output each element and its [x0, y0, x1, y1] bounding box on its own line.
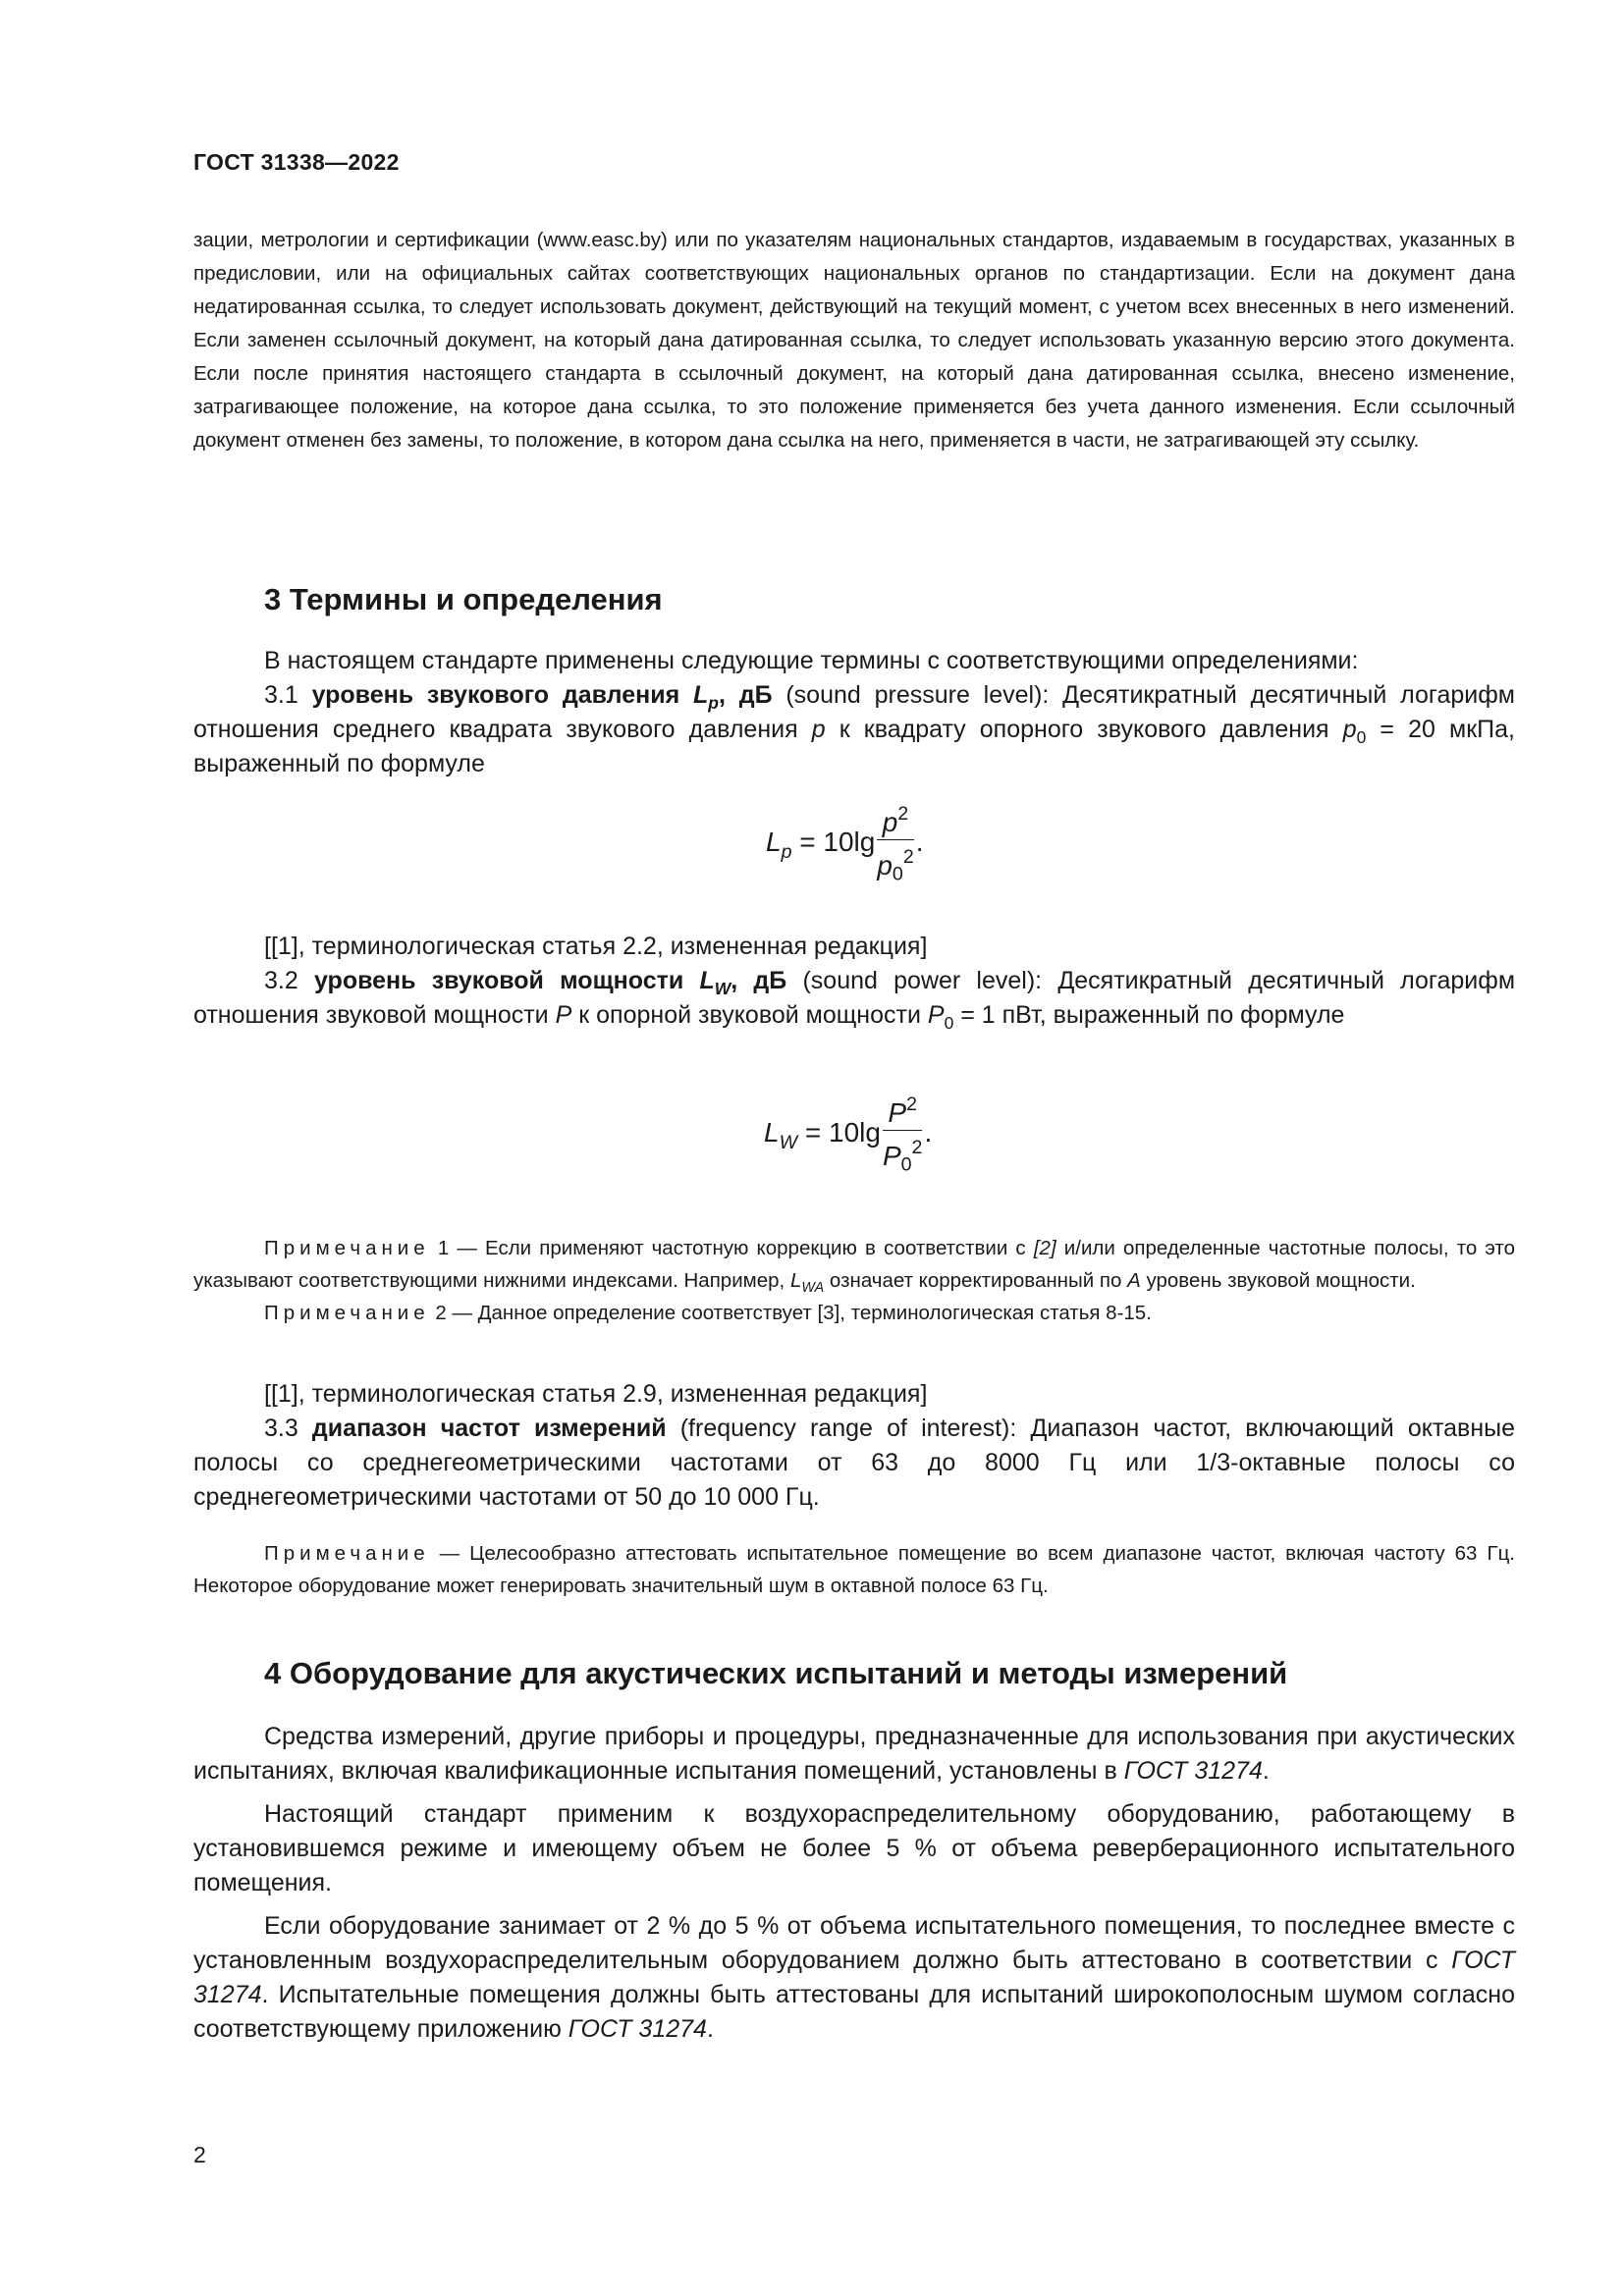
term-3-3-note-text: — Целесообразно аттестовать испытательное помещение во всем диапазоне частот, включая частоту 63 Гц. Некоторое оборудование может генерировать значительный шум в октавной полосе 63 Гц. [193, 1542, 1516, 1597]
term-3-1-unit: , дБ [718, 681, 773, 709]
term-3-2-unit: , дБ [731, 967, 787, 994]
term-3-2-source-block [193, 1377, 1515, 1515]
section-3-title: 3 Термины и определения [264, 582, 663, 616]
note-1-c: означает корректированный по [829, 1269, 1122, 1292]
formula-1-end: . [915, 827, 924, 858]
term-3-2-notes [193, 1232, 1515, 1329]
term-3-1-source-block [193, 930, 1515, 1033]
term-3-3-term: диапазон частот измерений [311, 1415, 667, 1442]
section-4-p3-a: Если оборудование занимает от 2 % до 5 % от объема испытательного помещения, то последнее вместе с установленным воздухораспределительным оборудованием должно быть аттестовано в соответствии с [193, 1912, 1515, 1974]
formula-2-den-sup: 2 [911, 1136, 923, 1158]
formula-2-den: P [882, 1140, 901, 1171]
note-1-d: уровень звуковой мощности. [1146, 1269, 1416, 1292]
note-1-sym: L [789, 1269, 802, 1292]
note-1-ref: [2] [1033, 1237, 1056, 1259]
term-3-1 [193, 678, 1515, 781]
term-3-2-term: уровень звуковой мощности [313, 967, 684, 994]
term-3-2-def-c: = 1 пВт, выраженный по формуле [960, 1001, 1345, 1029]
section-3-lead: В настоящем стандарте применены следующие термины с соответствующими определениями: [264, 647, 1359, 674]
term-3-1-var-p: p [811, 716, 826, 743]
section-4-p1-b: . [1262, 1757, 1270, 1785]
term-3-1-english: (sound pressure level): [785, 681, 1050, 709]
note-2-label: Примечание [264, 1302, 430, 1324]
note-1-A: A [1127, 1269, 1141, 1292]
term-3-2 [193, 964, 1515, 1033]
term-3-2-english: (sound power level): [802, 967, 1043, 994]
section-4-paragraph-3 [193, 1909, 1515, 2047]
formula-2-den-sub: 0 [900, 1153, 912, 1176]
section-3-body [193, 644, 1515, 781]
note-1-a: 1 — Если применяют частотную коррекцию в соответствии с [437, 1237, 1026, 1259]
section-4-title: 4 Оборудование для акустических испытаний и методы измерений [264, 1656, 1288, 1690]
document-header: ГОСТ 31338—2022 [193, 149, 400, 175]
section-4-p1-ref: ГОСТ 31274 [1123, 1757, 1263, 1785]
term-3-2-def-b: к опорной звуковой мощности [578, 1001, 921, 1029]
section-4-paragraph-2: Настоящий стандарт применим к воздухораспределительному оборудованию, работающему в установившемся режиме и имеющему объем не более 5 % от объема реверберационного испытательного помещения. [193, 1800, 1515, 1896]
term-3-1-source: [[1], терминологическая статья 2.2, измененная редакция] [264, 933, 928, 960]
term-3-2-var-P: P [555, 1001, 572, 1029]
section-4-body [193, 1720, 1515, 2047]
term-3-2-symbol-sub: W [714, 979, 731, 999]
intro-paragraph: зации, метрологии и сертификации (www.easc.by) или по указателям национальных стандартов, издаваемым в государствах, указанных в предисловии, или на официальных сайтах соответствующих национальных органов по стандартизации. Если на документ дана недатированная ссылка, то следует использовать документ, действующий на текущий момент, с учетом всех внесенных в него изменений. Если заменен ссылочный документ, на который дана датированная ссылка, то следует использовать указанную версию этого документа. Если после принятия настоящего стандарта в ссылочный документ, на который дана датированная ссылка, внесено изменение, затрагивающее положение, на которое дана ссылка, то это положение применяется без учета данного изменения. Если ссылочный документ отменен без замены, то положение, в котором дана ссылка на него, применяется в части, не затрагивающей эту ссылку. [193, 229, 1515, 452]
term-3-3-note-label: Примечание [264, 1542, 430, 1565]
page-number: 2 [193, 2142, 206, 2167]
term-3-1-p0-sym: p [1342, 716, 1357, 743]
term-3-2-note-2 [193, 1297, 1515, 1329]
formula-2-lhs-sub: W [779, 1131, 798, 1153]
term-3-2-number: 3.2 [264, 967, 298, 994]
term-3-2-P0-sym: P [927, 1001, 945, 1029]
term-3-1-def-c: = 20 мкПа, выраженный по формуле [193, 716, 1515, 777]
term-3-3 [193, 1412, 1515, 1515]
intro-paragraph-block [193, 224, 1515, 457]
term-3-2-def-a: Десятикратный десятичный логарифм отношения звуковой мощности [193, 967, 1516, 1029]
note-1-label: Примечание [264, 1237, 430, 1259]
section-4-paragraph-1 [193, 1720, 1515, 1789]
formula-sound-power-level [764, 1088, 932, 1181]
formula-1-lhs: L [766, 827, 782, 858]
note-1-b: и/или определенные частотные полосы, то это указывают соответствующими нижними индексами. Например, [193, 1237, 1515, 1292]
formula-1-num: p [882, 806, 898, 837]
formula-2-end: . [924, 1117, 933, 1148]
term-3-1-term: уровень звукового давления [311, 681, 680, 709]
formula-1-num-sup: 2 [897, 803, 909, 825]
term-3-1-def-b: к квадрату опорного звукового давления [839, 716, 1329, 743]
section-4-p3-ref-1: ГОСТ 31274 [193, 1947, 1516, 2008]
term-3-1-def-a: Десятикратный десятичный логарифм отношения среднего квадрата звукового давления [193, 681, 1515, 743]
formula-1-den: p [877, 849, 893, 881]
note-2-text: 2 — Данное определение соответствует [3], терминологическая статья 8-15. [435, 1302, 1152, 1324]
formula-2-lhs: L [764, 1117, 780, 1148]
term-3-3-number: 3.3 [264, 1415, 298, 1442]
term-3-2-P0-sub: 0 [944, 1013, 954, 1034]
term-3-3-english: (frequency range of interest): [679, 1415, 1017, 1442]
section-4-p3-b: . Испытательные помещения должны быть аттестованы для испытаний широкополосным шумом согласно соответствующему приложению [193, 1981, 1515, 2043]
term-3-1-p0 [1343, 716, 1357, 743]
section-4-p3-c: . [706, 2015, 714, 2043]
term-3-1-p0-sub: 0 [1356, 727, 1367, 748]
section-4-p1-a: Средства измерений, другие приборы и процедуры, предназначенные для использования при акустических испытаниях, включая квалификационные испытания помещений, установлены в [193, 1723, 1515, 1785]
term-3-1-number: 3.1 [264, 681, 298, 709]
formula-2-num: P [888, 1096, 907, 1128]
formula-1-lhs-sub: p [781, 840, 792, 863]
term-3-3-note [193, 1537, 1515, 1602]
term-3-3-def: Диапазон частот, включающий октавные полосы со среднегеометрическими частотами от 63 до 8000 Гц или 1/3-октавные полосы со среднегеометрическими частотами от 50 до 10 000 Гц. [193, 1415, 1516, 1511]
formula-1-eq: = 10lg [799, 827, 876, 858]
formula-1-fraction [877, 797, 913, 890]
term-3-3-note-block [193, 1537, 1515, 1602]
section-4-p3-ref-2: ГОСТ 31274 [568, 2015, 707, 2043]
term-3-2-note-1 [193, 1232, 1515, 1297]
formula-2-fraction [883, 1088, 923, 1181]
term-3-1-symbol-sub: p [708, 693, 719, 714]
formula-2-eq: = 10lg [804, 1117, 881, 1148]
term-3-2-symbol: L [699, 967, 715, 994]
formula-sound-pressure-level [766, 797, 924, 890]
formula-1-den-sup: 2 [902, 845, 914, 868]
term-3-1-symbol: L [693, 681, 709, 709]
note-1-sub: WA [801, 1280, 825, 1297]
formula-2-num-sup: 2 [906, 1094, 917, 1115]
term-3-2-source: [[1], терминологическая статья 2.9, измененная редакция] [264, 1380, 928, 1408]
formula-1-den-sub: 0 [892, 863, 903, 885]
